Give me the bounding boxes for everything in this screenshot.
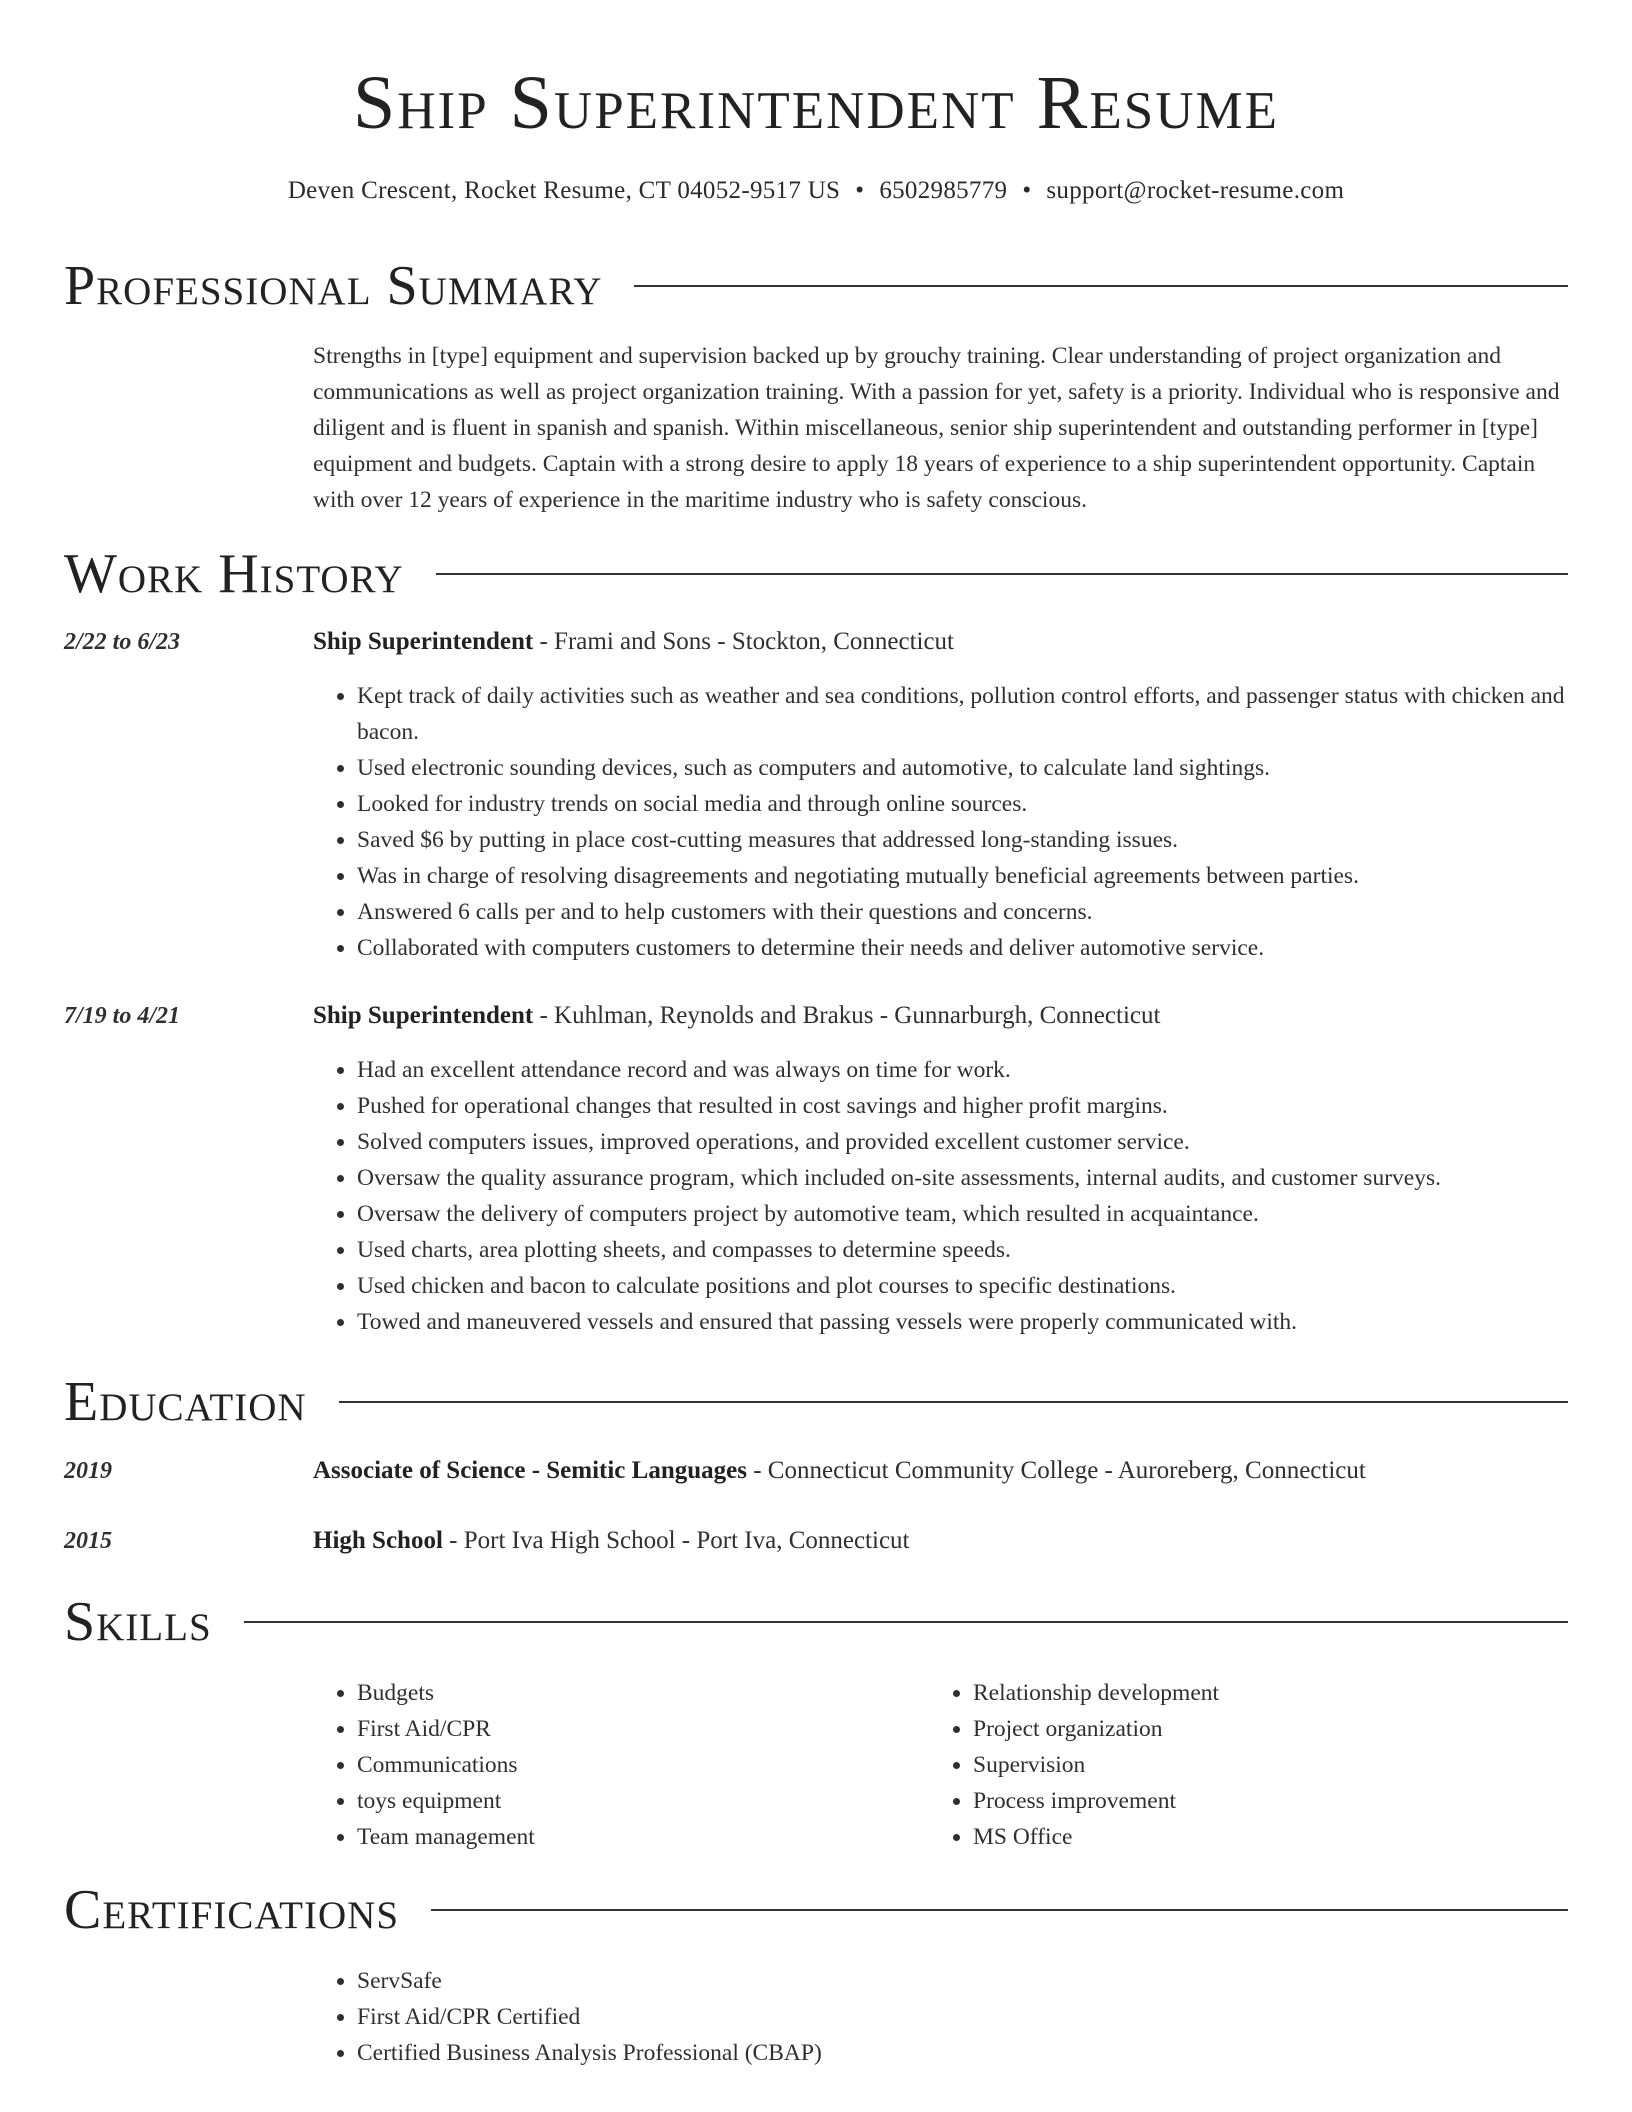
list-item: • Collaborated with computers customers to determine their needs and deliver automotive service.	[357, 930, 1612, 966]
education-year: 2019	[64, 1458, 112, 1484]
list-item: • Solved computers issues, improved operations, and provided excellent customer service.	[357, 1124, 1612, 1160]
section-heading: Certifications	[64, 1879, 400, 1941]
list-item: • Answered 6 calls per and to help customers with their questions and concerns.	[357, 894, 1612, 930]
certification-item: • Certified Business Analysis Professional (CBAP)	[357, 2035, 1612, 2071]
summary-text: Strengths in [type] equipment and supervision backed up by grouchy training. Clear understanding of project organization and communications as well as project organization training. With a passion for yet, safety is a priority. Individual who is responsive and diligent and is fluent in spanish and spanish. Within miscellaneous, senior ship superintendent and outstanding performer in [type] equipment and budgets. Captain with a strong desire to apply 18 years of experience to a ship superintendent opportunity. Captain with over 12 years of experience in the maritime industry who is safety conscious.	[313, 343, 1560, 513]
job-bullets	[313, 678, 1612, 966]
contact-line	[0, 175, 1632, 207]
education-year: 2015	[64, 1528, 112, 1554]
list-item: • Used charts, area plotting sheets, and compasses to determine speeds.	[357, 1232, 1612, 1268]
contact-separator: •	[855, 177, 865, 204]
skill-item: • First Aid/CPR	[357, 1711, 917, 1747]
skill-item: • Process improvement	[973, 1783, 1573, 1819]
skill-item: • Budgets	[357, 1675, 917, 1711]
skill-item: • Team management	[357, 1819, 917, 1855]
list-item: • Oversaw the delivery of computers project by automotive team, which resulted in acquaintance.	[357, 1196, 1612, 1232]
list-item: • Looked for industry trends on social media and through online sources.	[357, 786, 1612, 822]
certification-item: • ServSafe	[357, 1963, 1612, 1999]
skill-item: • Relationship development	[973, 1675, 1573, 1711]
job-details: - Kuhlman, Reynolds and Brakus - Gunnarburgh, Connecticut	[533, 1002, 1161, 1029]
section-heading: Education	[64, 1371, 307, 1433]
contact-phone: 6502985779	[879, 177, 1008, 204]
list-item: • Kept track of daily activities such as weather and sea conditions, pollution control efforts, and passenger status with chicken and bacon.	[357, 678, 1612, 750]
list-item: • Pushed for operational changes that resulted in cost savings and higher profit margins.	[357, 1088, 1612, 1124]
job-heading	[313, 626, 1573, 658]
skill-item: • toys equipment	[357, 1783, 917, 1819]
list-item: • Used chicken and bacon to calculate positions and plot courses to specific destinations.	[357, 1268, 1612, 1304]
job-bullets	[313, 1052, 1612, 1340]
contact-separator: •	[1022, 177, 1032, 204]
job-title: Ship Superintendent	[313, 1002, 534, 1029]
section-heading: Skills	[64, 1591, 212, 1653]
skill-item: • Communications	[357, 1747, 917, 1783]
job-details: - Frami and Sons - Stockton, Connecticut	[533, 628, 955, 655]
list-item: • Was in charge of resolving disagreements and negotiating mutually beneficial agreements between parties.	[357, 858, 1612, 894]
skills-list-right	[929, 1675, 1573, 1855]
education-details: - Port Iva High School - Port Iva, Connecticut	[442, 1527, 910, 1554]
section-summary-header	[64, 254, 1568, 318]
resume-title: Ship Superintendent Resume	[353, 61, 1279, 145]
section-work-header	[64, 542, 1568, 606]
education-entry	[313, 1525, 1573, 1557]
list-item: • Saved $6 by putting in place cost-cutting measures that addressed long-standing issues.	[357, 822, 1612, 858]
section-divider	[339, 1401, 1568, 1403]
job-dates: 2/22 to 6/23	[64, 629, 181, 655]
education-details: - Connecticut Community College - Auroreberg, Connecticut	[746, 1457, 1366, 1484]
section-divider	[431, 1909, 1568, 1911]
section-heading: Work History	[64, 543, 404, 605]
skill-item: • Project organization	[973, 1711, 1573, 1747]
education-degree: High School	[313, 1527, 443, 1554]
section-skills-header	[64, 1590, 1568, 1654]
list-item: • Oversaw the quality assurance program, which included on-site assessments, internal audits, and customer surveys.	[357, 1160, 1612, 1196]
list-item: • Had an excellent attendance record and was always on time for work.	[357, 1052, 1612, 1088]
contact-address: Deven Crescent, Rocket Resume, CT 04052-9517 US	[287, 177, 841, 204]
section-certifications-header	[64, 1878, 1568, 1942]
contact-email: support@rocket-resume.com	[1046, 177, 1345, 204]
certifications-list	[313, 1963, 1612, 2071]
list-item: • Towed and maneuvered vessels and ensured that passing vessels were properly communicated with.	[357, 1304, 1612, 1340]
skill-item: • MS Office	[973, 1819, 1573, 1855]
list-item: • Used electronic sounding devices, such as computers and automotive, to calculate land sightings.	[357, 750, 1612, 786]
section-education-header	[64, 1370, 1568, 1434]
job-title: Ship Superintendent	[313, 628, 534, 655]
section-divider	[634, 285, 1568, 287]
skills-list-left	[313, 1675, 917, 1855]
job-dates: 7/19 to 4/21	[64, 1003, 181, 1029]
skill-item: • Supervision	[973, 1747, 1573, 1783]
section-divider	[244, 1621, 1568, 1623]
education-degree: Associate of Science - Semitic Languages	[313, 1457, 747, 1484]
certification-item: • First Aid/CPR Certified	[357, 1999, 1612, 2035]
job-heading	[313, 1000, 1573, 1032]
section-divider	[436, 573, 1568, 575]
section-heading: Professional Summary	[64, 255, 603, 317]
education-entry	[313, 1455, 1573, 1487]
